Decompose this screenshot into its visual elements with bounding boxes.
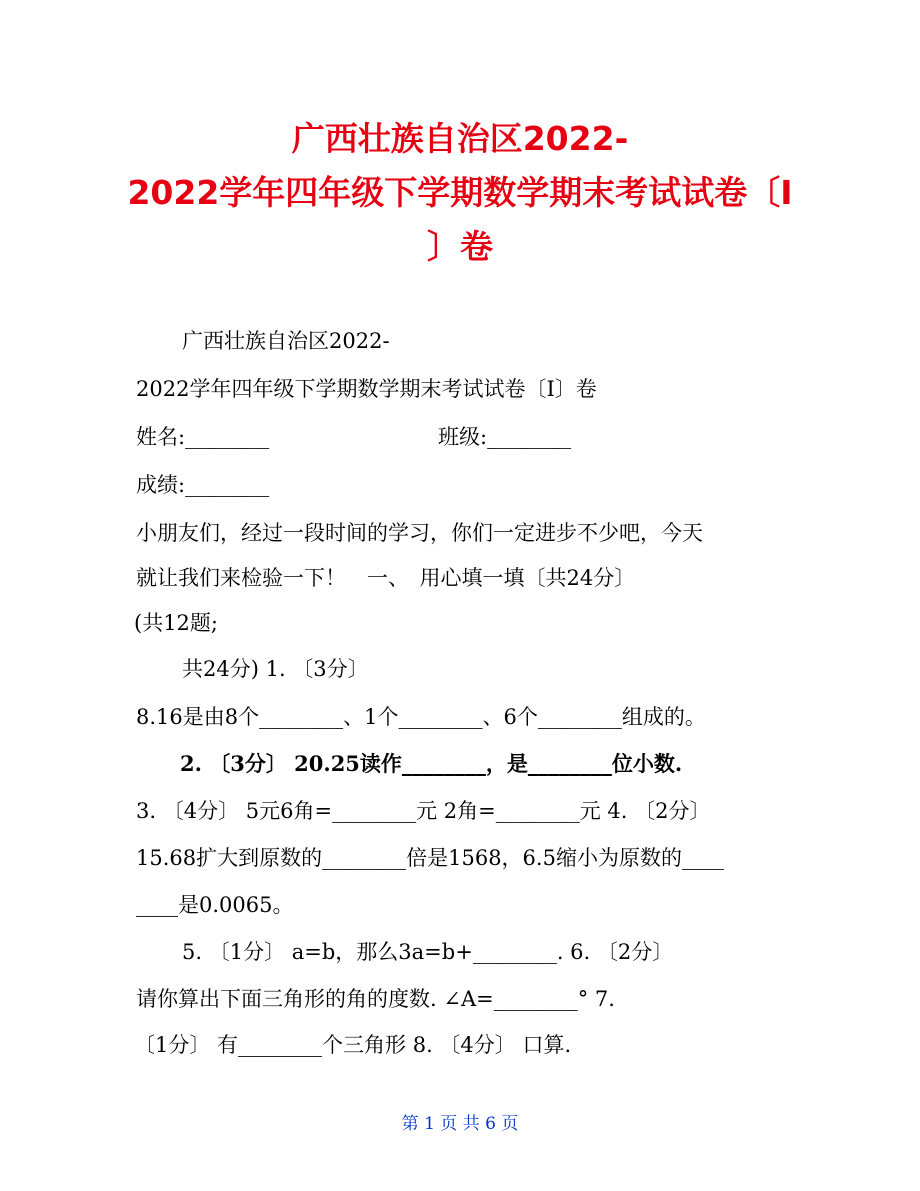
class-field: 班级:________ xyxy=(438,425,572,449)
question-7: 〔1分〕 有________个三角形 8. 〔4分〕 口算. xyxy=(134,1033,572,1057)
question-3: 3. 〔4分〕 5元6角=________元 2角=________元 4. 〔2分〕 xyxy=(136,799,711,823)
subtitle-line-2: 2022学年四年级下学期数学期末考试试卷〔I〕卷 xyxy=(136,377,597,401)
question-4-line-2: ____是0.0065。 xyxy=(136,893,294,917)
section-total: 共24分) 1. 〔3分〕 xyxy=(182,657,369,681)
question-5: 5. 〔1分〕 a=b，那么3a=b+________. 6. 〔2分〕 xyxy=(182,940,674,964)
subtitle-line-1: 广西壮族自治区2022- xyxy=(182,329,390,353)
section-count: (共12题; xyxy=(134,611,218,635)
page-number: 第 1 页 共 6 页 xyxy=(401,1114,519,1134)
score-field: 成绩:________ xyxy=(136,473,270,497)
intro-line-2: 就让我们来检验一下！ 一、 用心填一填〔共24分〕 xyxy=(136,566,636,590)
question-4-line-1: 15.68扩大到原数的________倍是1568，6.5缩小为原数的____ xyxy=(136,846,724,870)
name-field: 姓名:________ xyxy=(136,425,270,449)
question-1: 8.16是由8个________、1个________、6个________组成的。 xyxy=(136,705,706,729)
question-2: 2. 〔3分〕 20.25读作________，是________位小数. xyxy=(180,751,683,776)
question-6: 请你算出下面三角形的角的度数. ∠A=________° 7. xyxy=(136,987,615,1011)
document-title-line-2: 2022学年四年级下学期数学期末考试试卷〔I xyxy=(127,173,793,212)
document-title-line-1: 广西壮族自治区2022- xyxy=(291,119,629,158)
document-title-line-3: 〕卷 xyxy=(427,227,493,266)
intro-line-1: 小朋友们，经过一段时间的学习，你们一定进步不少吧，今天 xyxy=(136,521,703,545)
